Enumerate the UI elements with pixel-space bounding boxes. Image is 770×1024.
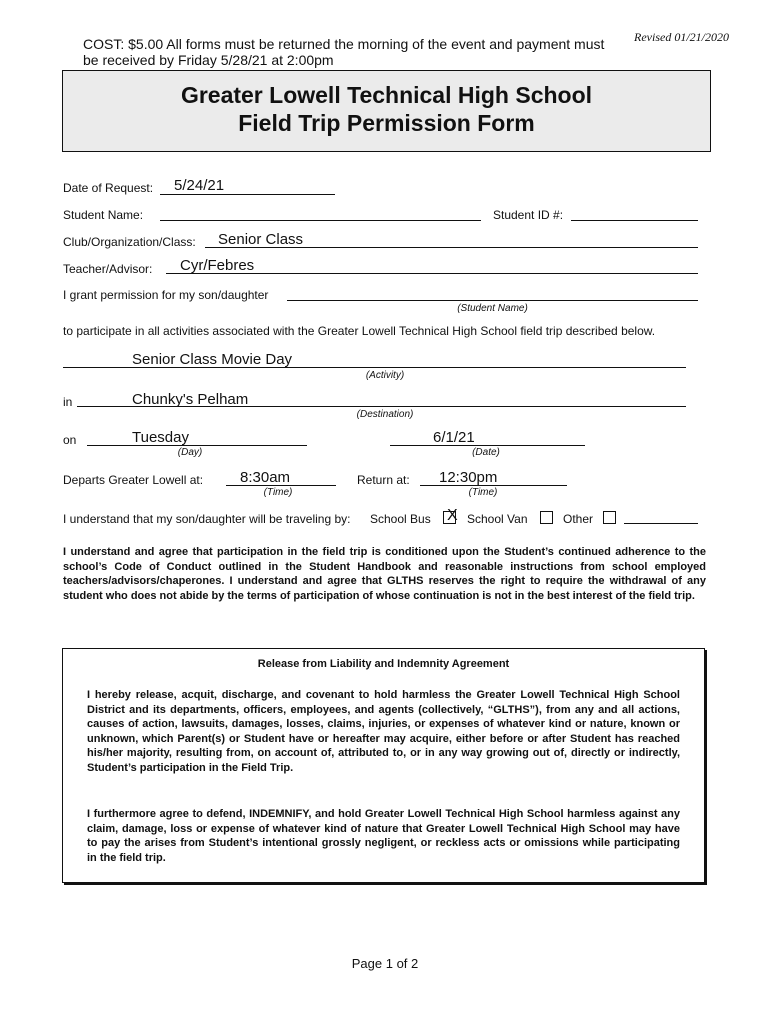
student-name-label: Student Name: [63,208,144,222]
other-line[interactable] [624,523,698,524]
school-van-checkbox[interactable] [540,511,553,524]
day-line [87,445,307,446]
teacher-value[interactable]: Cyr/Febres [180,257,255,274]
date-of-request-label: Date of Request: [63,181,154,195]
return-value[interactable]: 12:30pm [439,469,498,486]
activity-caption: (Activity) [365,370,405,381]
school-bus-mark: X [447,507,458,524]
participate-text: to participate in all activities associated with the Greater Lowell Technical High School field trip described below. [63,324,656,338]
other-checkbox[interactable] [603,511,616,524]
student-id-label: Student ID #: [493,208,564,222]
page-number: Page 1 of 2 [351,956,419,971]
student-name-caption: (Student Name) [457,303,528,314]
page-subtitle: Field Trip Permission Form [238,110,535,136]
revised-date: Revised 01/21/2020 [634,30,729,44]
activity-value[interactable]: Senior Class Movie Day [132,351,293,368]
date-of-request-value[interactable]: 5/24/21 [174,177,225,194]
departs-caption: (Time) [263,487,293,498]
school-bus-label: School Bus [370,512,431,526]
day-value[interactable]: Tuesday [132,429,189,446]
on-label: on [63,433,77,447]
agreement-paragraph: I understand and agree that participation in the field trip is conditioned upon the Student’s continued adherence to the school’s Code of Conduct outlined in the Student Handbook and reasonable instructions from school employed teachers/advisors/chaperones. I understand and agree that GLTHS reserves the right to require the withdrawal of any student who does not abide by the terms of participation of whose continuation is not in the best interest of the field trip. [63,546,706,602]
day-caption: (Day) [177,447,203,458]
school-van-label: School Van [467,512,528,526]
release-paragraph-2: I furthermore agree to defend, INDEMNIFY, and hold Greater Lowell Technical High School harmless against any claim, damage, loss or expense of whatever kind of nature that Greater Lowell Technical High School may have to pay the arises from Student’s intentional grossly negligent, or reckless acts or omissions while participating in the field trip. [87,808,680,864]
in-label: in [63,395,73,409]
date-value[interactable]: 6/1/21 [433,429,475,446]
student-id-line[interactable] [571,220,698,221]
transport-prompt: I understand that my son/daughter will be traveling by: [63,512,351,526]
destination-value[interactable]: Chunky's Pelham [132,391,249,408]
grant-permission-label: I grant permission for my son/daughter [63,288,269,302]
release-title: Release from Liability and Indemnity Agreement [257,658,510,670]
student-name-line[interactable] [160,220,481,221]
club-value[interactable]: Senior Class [218,231,304,248]
departs-value[interactable]: 8:30am [240,469,291,486]
other-label: Other [563,512,594,526]
destination-caption: (Destination) [356,409,414,420]
departs-label: Departs Greater Lowell at: [63,473,204,487]
grant-student-line[interactable] [287,300,698,301]
return-caption: (Time) [468,487,498,498]
return-label: Return at: [357,473,410,487]
date-of-request-line [160,194,335,195]
release-paragraph-1: I hereby release, acquit, discharge, and covenant to hold harmless the Greater Lowell Technical High School District and its departments, officers, employees, and agents (collectively, “GLTHS”), from any and all actions, causes of action, lawsuits, damages, losses, claims, injuries, or expenses of whatever kind or nature, known or unknown, which Parent(s) or Student have or hereafter may acquire, either before or after Student has reached his/her majority, resulting from, on account of, attributed to, or in any way growing out of, directly or indirectly, Student’s participation in the Field Trip. [87,689,680,774]
date-line [390,445,585,446]
cost-notice: COST: $5.00 All forms must be returned the morning of the event and payment must be received by Friday 5/28/21 at 2:00pm [83,36,605,68]
date-caption: (Date) [472,447,500,458]
club-label: Club/Organization/Class: [63,235,196,249]
page-title: Greater Lowell Technical High School [180,82,593,108]
teacher-label: Teacher/Advisor: [63,262,153,276]
